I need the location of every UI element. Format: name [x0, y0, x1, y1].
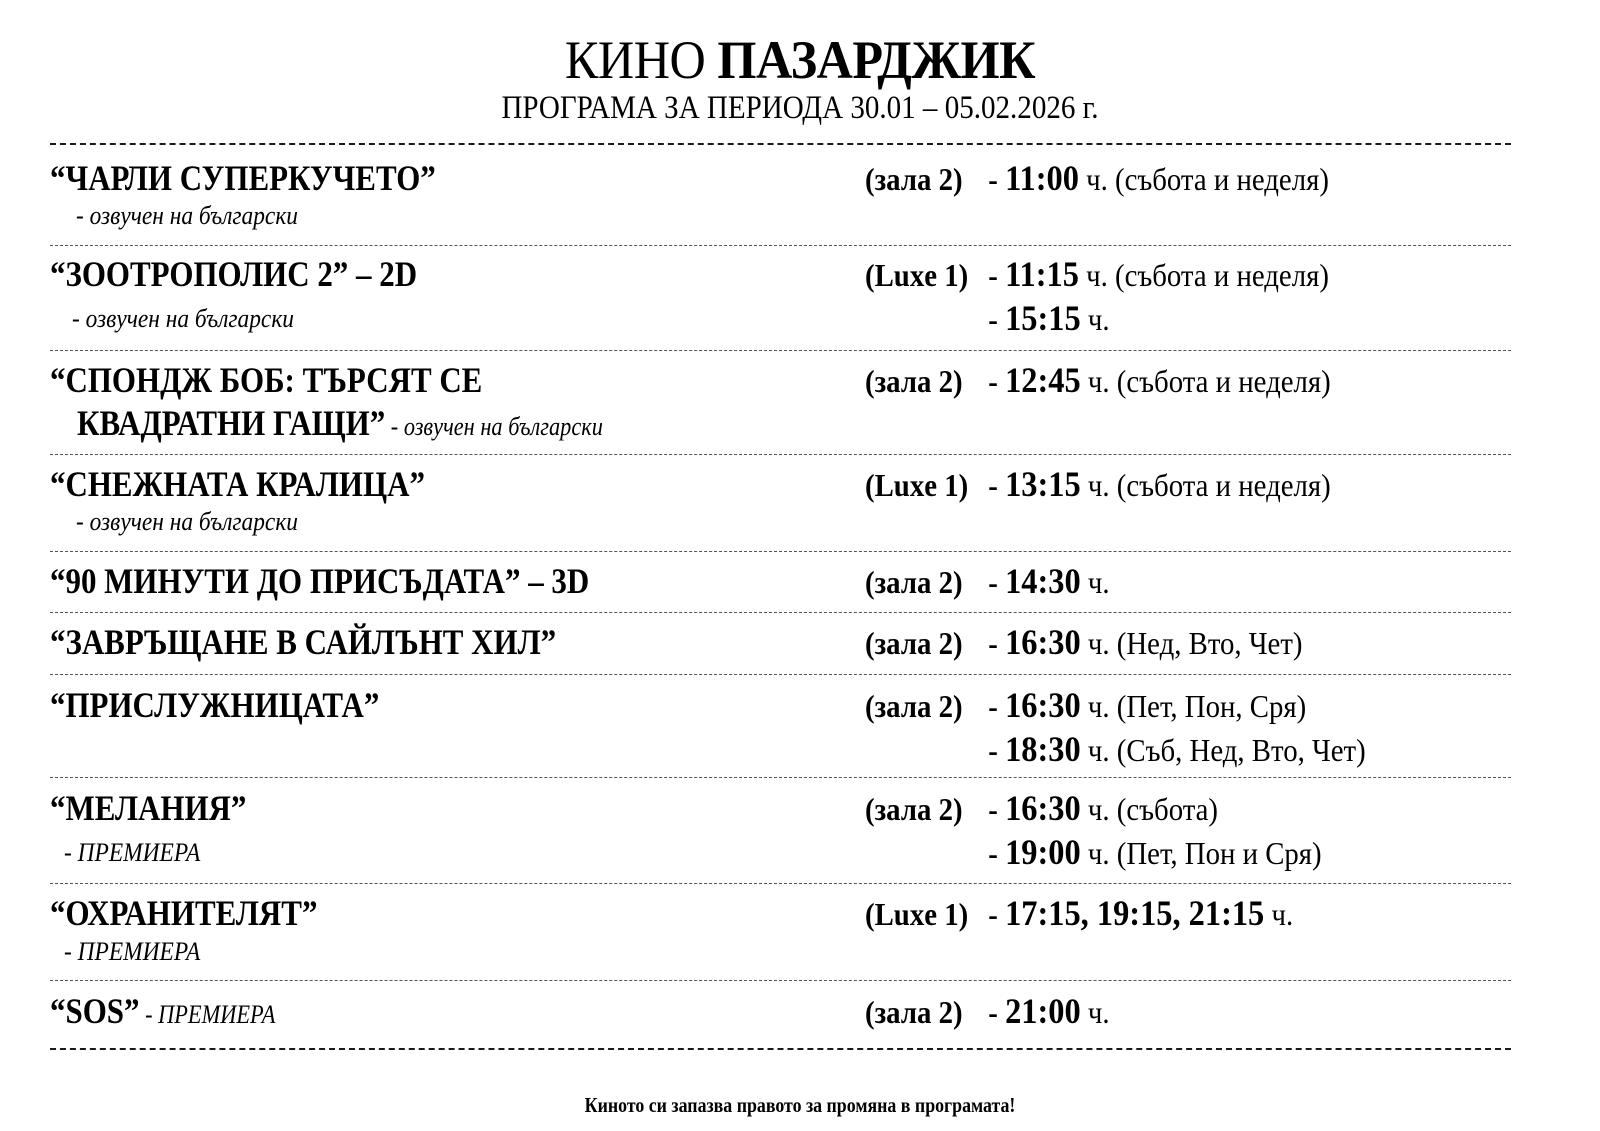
- showtime-time: 11:00: [1005, 158, 1079, 198]
- schedule: [865, 787, 1322, 875]
- divider: [50, 674, 1511, 675]
- movie-title: “МЕЛАНИЯ”: [50, 788, 247, 828]
- divider: [50, 980, 1511, 981]
- showtime-time: 17:15, 19:15, 21:15: [1005, 893, 1265, 933]
- showtime: (Luxe 1) - 11:15 ч. (събота и неделя): [865, 254, 1329, 294]
- showtime-time: 16:30: [1005, 788, 1081, 828]
- divider: [50, 883, 1511, 884]
- movie-note: - ПРЕМИЕРА: [64, 937, 201, 966]
- showtime-time: 16:30: [1005, 685, 1081, 725]
- movie-note: - озвучен на български: [76, 201, 298, 230]
- schedule: [865, 990, 1110, 1034]
- hall-label: (зала 2): [865, 161, 963, 197]
- showtime-days: (събота и неделя): [1109, 467, 1331, 503]
- showtime: (зала 2) - 16:30 ч. (събота): [865, 788, 1219, 828]
- hall-label: (Luxe 1): [865, 467, 969, 503]
- divider: [50, 612, 1511, 613]
- schedule: [865, 684, 1366, 772]
- showtime-days: (събота): [1109, 791, 1219, 827]
- divider-top: [50, 143, 1511, 145]
- period-subtitle: ПРОГРАМА ЗА ПЕРИОДА 30.01 – 05.02.2026 г.: [501, 90, 1099, 126]
- title-bold: ПАЗАРДЖИК: [717, 30, 1036, 90]
- hall-label: (зала 2): [865, 688, 963, 724]
- hall-label: (зала 2): [865, 994, 963, 1030]
- divider: [50, 454, 1511, 455]
- showtime: (Luxe 1) - 13:15 ч. (събота и неделя): [865, 464, 1331, 504]
- hall-label: (Luxe 1): [865, 896, 969, 932]
- showtime: (зала 2) - 14:30 ч.: [865, 561, 1110, 601]
- movie-title: “СНЕЖНАТА КРАЛИЦА”: [50, 464, 425, 504]
- showtime-days: (Нед, Вто, Чет): [1109, 625, 1303, 661]
- showtime-time: 19:00: [1005, 832, 1081, 872]
- schedule: [865, 621, 1303, 665]
- showtime-days: (събота и неделя): [1107, 161, 1329, 197]
- showtime-time: 13:15: [1005, 464, 1081, 504]
- movie-title: “90 МИНУТИ ДО ПРИСЪДАТА” – 3D: [50, 561, 590, 601]
- movie-note: - озвучен на български: [385, 412, 603, 441]
- showtime-days: (Съб, Нед, Вто, Чет): [1109, 732, 1366, 768]
- schedule: [865, 463, 1331, 507]
- hall-label: (зала 2): [865, 564, 963, 600]
- schedule: [865, 892, 1293, 936]
- hall-label: (зала 2): [865, 625, 963, 661]
- movie-title: “ЧАРЛИ СУПЕРКУЧЕТО”: [50, 158, 436, 198]
- showtime: (зала 2) - 16:30 ч. (Пет, Пон, Сря): [865, 685, 1307, 725]
- movie-title: “ЗАВРЪЩАНЕ В САЙЛЪНТ ХИЛ”: [50, 622, 557, 662]
- divider: [50, 777, 1511, 778]
- movie-title: “ЗООТРОПОЛИС 2” – 2D: [50, 254, 418, 294]
- movie-title: “СПОНДЖ БОБ: ТЪРСЯТ СЕ: [50, 360, 483, 400]
- showtime: - 15:15 ч.: [988, 298, 1110, 338]
- showtime-days: (събота и неделя): [1107, 257, 1329, 293]
- showtime-time: 16:30: [1005, 622, 1081, 662]
- movie-note: - ПРЕМИЕРА: [64, 838, 201, 867]
- hall-label: (зала 2): [865, 363, 963, 399]
- divider-bottom: [50, 1048, 1511, 1050]
- movie-note: - озвучен на български: [76, 507, 298, 536]
- schedule: [865, 560, 1110, 604]
- showtime-time: 12:45: [1005, 360, 1081, 400]
- showtime: (зала 2) - 12:45 ч. (събота и неделя): [865, 360, 1331, 400]
- movie-note: - озвучен на български: [72, 304, 294, 333]
- showtime: (зала 2) - 21:00 ч.: [865, 991, 1110, 1031]
- showtime-days: (Пет, Пон, Сря): [1109, 688, 1307, 724]
- showtime: (Luxe 1) - 17:15, 19:15, 21:15 ч.: [865, 893, 1294, 933]
- divider: [50, 245, 1511, 246]
- showtime: - 18:30 ч. (Съб, Нед, Вто, Чет): [988, 729, 1366, 769]
- divider: [50, 350, 1511, 351]
- hall-label: (зала 2): [865, 791, 963, 827]
- showtime-time: 14:30: [1005, 561, 1081, 601]
- showtime: (зала 2) - 11:00 ч. (събота и неделя): [865, 158, 1329, 198]
- page-title: [56, 28, 1544, 92]
- title-regular: КИНО: [564, 30, 718, 90]
- movie-title: “ОХРАНИТЕЛЯТ”: [50, 893, 318, 933]
- showtime-days: (събота и неделя): [1109, 363, 1331, 399]
- showtime-time: 11:15: [1005, 254, 1079, 294]
- footer-disclaimer: Киното си запазва правото за промяна в програмата!: [584, 1093, 1016, 1117]
- showtime-time: 18:30: [1005, 729, 1081, 769]
- showtime: - 19:00 ч. (Пет, Пон и Сря): [988, 832, 1322, 872]
- hall-label: (Luxe 1): [865, 257, 969, 293]
- movie-title: “ПРИСЛУЖНИЦАТА”: [50, 685, 380, 725]
- schedule: [865, 157, 1329, 201]
- schedule: [865, 359, 1331, 403]
- showtime-time: 15:15: [1005, 298, 1081, 338]
- showtime-time: 21:00: [1005, 991, 1081, 1031]
- showtime: (зала 2) - 16:30 ч. (Нед, Вто, Чет): [865, 622, 1303, 662]
- showtime-days: (Пет, Пон и Сря): [1109, 835, 1322, 871]
- movie-title-line2: КВАДРАТНИ ГАЩИ” - озвучен на български: [77, 403, 603, 443]
- movie-title: “SOS” - ПРЕМИЕРА: [50, 991, 276, 1031]
- movie-note: - ПРЕМИЕРА: [139, 1000, 276, 1029]
- schedule: [865, 253, 1329, 341]
- divider: [50, 551, 1511, 552]
